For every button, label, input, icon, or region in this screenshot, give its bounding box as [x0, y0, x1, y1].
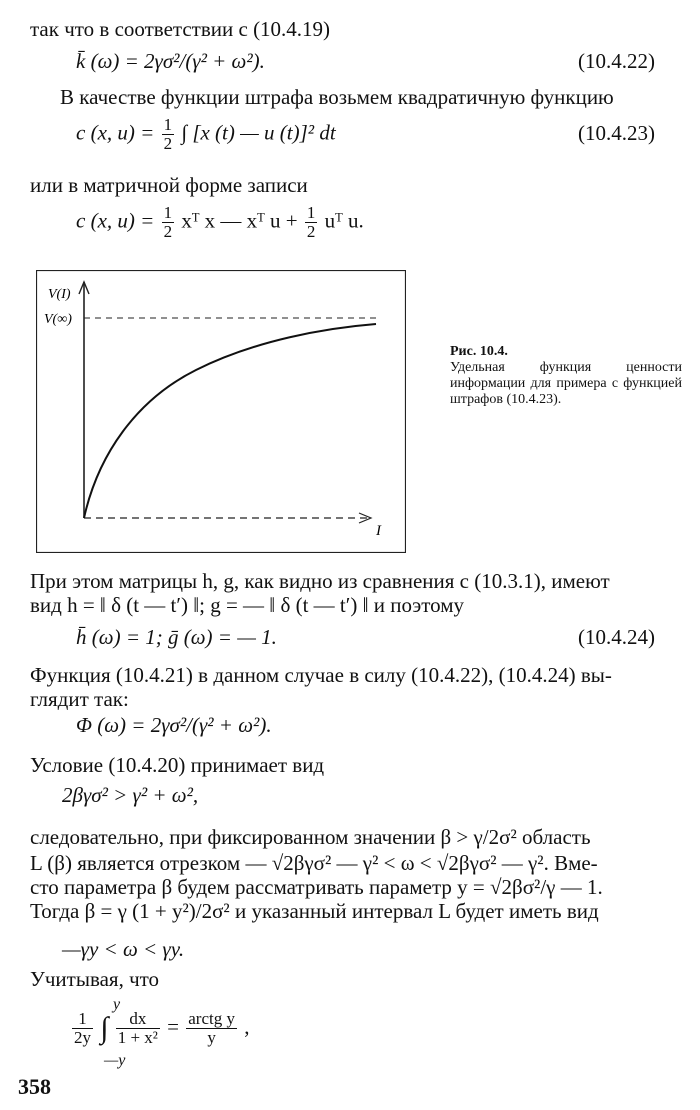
fraction: $\frac{1}{2}$	[163, 203, 173, 241]
equation-10-4-23: c (x, u) = $\frac{1}{2}$ ∫ [x (t) — u (t)]² dt	[76, 115, 336, 153]
text-line: Тогда β = γ (1 + y²)/2σ² и указанный интервал L будет иметь вид	[30, 899, 599, 923]
y-axis-label: V(I)	[48, 287, 71, 302]
equation-10-4-22: k̄ (ω) = 2γσ²/(γ² + ω²).	[76, 49, 265, 73]
equation-tag: (10.4.22)	[578, 49, 655, 73]
page-number: 358	[18, 1074, 51, 1099]
asymptote-label: V(∞)	[44, 312, 72, 327]
fraction: $\frac{1}{2y}$	[74, 1009, 91, 1047]
fraction: $\frac{1}{2}$	[163, 115, 173, 153]
figure-frame	[37, 271, 406, 553]
figure-plot	[36, 270, 406, 553]
text-line: Условие (10.4.20) принимает вид	[30, 753, 325, 777]
equation-condition: 2βγσ² > γ² + ω²,	[62, 783, 199, 807]
equation-phi: Φ (ω) = 2γσ²/(γ² + ω²).	[76, 713, 272, 737]
equation-tag: (10.4.23)	[578, 121, 655, 145]
fraction: $\frac{1}{2}$	[306, 203, 316, 241]
fraction: $\frac{dx}{\text{1 + x²}}$	[117, 1009, 158, 1047]
equation-integral: $\frac{1}{2y}$ ∫ $\frac{dx}{\text{1 + x²}}$ = $\frac{\text{arctg y}}{y}$ ,	[74, 1009, 250, 1047]
integral-lower-limit: —y	[104, 1052, 126, 1069]
text-line: так что в соответствии с (10.4.19)	[30, 17, 331, 41]
fraction: $\frac{\text{arctg y}}{y}$	[188, 1009, 235, 1047]
figure-10-4	[36, 270, 406, 553]
text-line: следовательно, при фиксированном значении β > γ/2σ² область	[30, 825, 591, 849]
caption-title: Рис. 10.4.	[450, 344, 508, 359]
equation-matrix-form: c (x, u) = $\frac{1}{2}$ xᵀ x — xᵀ u + $\frac{1}{2}$ uᵀ u.	[76, 203, 364, 241]
text-line: При этом матрицы h, g, как видно из сравнения с (10.3.1), имеют	[30, 569, 610, 593]
integral-upper-limit: y	[113, 996, 121, 1013]
x-axis-label: I	[376, 523, 381, 539]
value-curve	[84, 324, 376, 518]
integral-sign: ∫	[100, 1011, 109, 1045]
text-line: В качестве функции штрафа возьмем квадратичную функцию	[60, 85, 614, 109]
text-line: Учитывая, что	[30, 967, 160, 991]
text-line: L (β) является отрезком — √2βγσ² — γ² < ω < √2βγσ² — γ². Вме-	[30, 851, 598, 875]
equation-interval: —γy < ω < γy.	[62, 937, 185, 961]
text-line: сто параметра β будем рассматривать параметр y = √2βσ²/γ — 1.	[30, 875, 603, 899]
figure-caption	[450, 344, 682, 408]
text-line: глядит так:	[30, 687, 129, 711]
equation-10-4-24: h̄ (ω) = 1; ḡ (ω) = — 1.	[76, 625, 277, 649]
text-line: вид h = ‖ δ (t — t′) ‖; g = — ‖ δ (t — t′) ‖ и поэтому	[30, 593, 465, 617]
caption-text: Удельная функция ценности информации для примера с функцией штрафов (10.4.23).	[450, 360, 682, 407]
text-line: Функция (10.4.21) в данном случае в силу (10.4.22), (10.4.24) вы-	[30, 663, 612, 687]
text-line: или в матричной форме записи	[30, 173, 308, 197]
equation-tag: (10.4.24)	[578, 625, 655, 649]
